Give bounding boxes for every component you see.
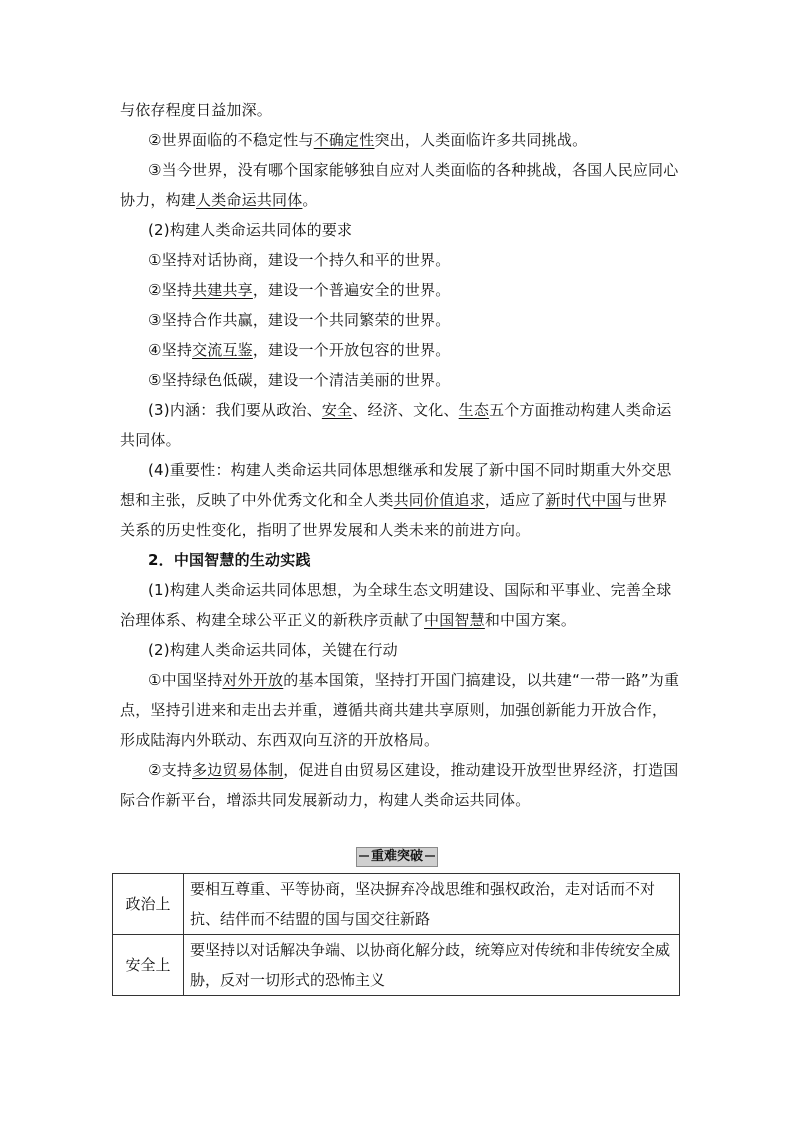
text-run: ④坚持 bbox=[148, 341, 193, 359]
text-run: ①坚持对话协商，建设一个持久和平的世界。 bbox=[148, 251, 451, 269]
table-row-body: 要坚持以对话解决争端、以协商化解分歧，统筹应对传统和非传统安全威胁，反对一切形式的恐怖主义 bbox=[184, 935, 680, 996]
text-run: ②世界面临的不稳定性与 bbox=[148, 131, 314, 149]
underlined-term: 不确定性 bbox=[313, 131, 375, 149]
text-run: (2)构建人类命运共同体的要求 bbox=[148, 221, 353, 239]
key-points-table bbox=[112, 873, 680, 996]
paragraph bbox=[120, 455, 680, 545]
document-body bbox=[120, 95, 680, 815]
paragraph bbox=[120, 365, 680, 395]
text-run: ②坚持 bbox=[148, 281, 193, 299]
paragraph bbox=[120, 395, 680, 455]
underlined-term: 安全 bbox=[321, 401, 353, 419]
text-run: ①中国坚持 bbox=[148, 671, 223, 689]
text-run: ，建设一个普遍安全的世界。 bbox=[252, 281, 451, 299]
text-run: 。 bbox=[302, 191, 318, 209]
table-row-body: 要相互尊重、平等协商，坚决摒弃冷战思维和强权政治，走对话而不对抗、结伴而不结盟的国与国交往新路 bbox=[184, 874, 680, 935]
table-row-head: 政治上 bbox=[113, 874, 184, 935]
paragraph bbox=[120, 635, 680, 665]
text-run: ，适应了 bbox=[484, 491, 546, 509]
underlined-term: 新时代中国 bbox=[545, 491, 622, 509]
text-run: (1)构建人类命运共同体思想，为全球生态文明建设、国际和平事业、完善全球治理体系、构建全球公平正义的新秩序贡献了 bbox=[120, 581, 672, 629]
text-run: 突出，人类面临许多共同挑战。 bbox=[374, 131, 588, 149]
section-banner: 重难突破 bbox=[356, 847, 438, 867]
paragraph bbox=[120, 275, 680, 305]
paragraph bbox=[120, 545, 680, 575]
text-run: ⑤坚持绿色低碳，建设一个清洁美丽的世界。 bbox=[148, 371, 451, 389]
paragraph bbox=[120, 95, 680, 125]
underlined-term: 共建共享 bbox=[192, 281, 253, 299]
paragraph bbox=[120, 305, 680, 335]
paragraph bbox=[120, 245, 680, 275]
text-run: ③当今世界，没有哪个国家能够独自应对人类面临的各种挑战，各国人民应同心协力，构建 bbox=[120, 161, 679, 209]
text-run: 五个方面推动构建人类命运共同体。 bbox=[120, 401, 672, 449]
text-run: ，促进自由贸易区建设，推动建设开放型世界经济，打造国际合作新平台，增添共同发展新动力，构建人类命运共同体。 bbox=[120, 761, 679, 809]
underlined-term: 交流互鉴 bbox=[192, 341, 253, 359]
text-run: 、经济、文化、 bbox=[352, 401, 459, 419]
section-banner-wrap bbox=[0, 845, 794, 867]
text-run: 2．中国智慧的生动实践 bbox=[148, 551, 311, 569]
underlined-term: 生态 bbox=[458, 401, 490, 419]
text-run: (3)内涵：我们要从政治、 bbox=[148, 401, 322, 419]
paragraph bbox=[120, 665, 680, 755]
table-row-head: 安全上 bbox=[113, 935, 184, 996]
paragraph bbox=[120, 755, 680, 815]
text-run: 与依存程度日益加深。 bbox=[120, 101, 273, 119]
table-row bbox=[113, 935, 680, 996]
underlined-term: 对外开放 bbox=[222, 671, 284, 689]
text-run: 的基本国策，坚持打开国门搞建设，以共建“一带一路”为重点，坚持引进来和走出去并重，遵循共商共建共享原则，加强创新能力开放合作，形成陆海内外联动、东西双向互济的开放格局。 bbox=[120, 671, 680, 749]
text-run: ②支持 bbox=[148, 761, 193, 779]
underlined-term: 中国智慧 bbox=[424, 611, 485, 629]
paragraph bbox=[120, 125, 680, 155]
text-run: (4)重要性：构建人类命运共同体思想继承和发展了新中国不同时期重大外交思想和主张，反映了中外优秀文化和全人类 bbox=[120, 461, 672, 509]
text-run: 与世界关系的历史性变化，指明了世界发展和人类未来的前进方向。 bbox=[120, 491, 668, 539]
text-run: 和中国方案。 bbox=[484, 611, 577, 629]
underlined-term: 多边贸易体制 bbox=[192, 761, 284, 779]
underlined-term: 人类命运共同体 bbox=[196, 191, 303, 209]
paragraph bbox=[120, 575, 680, 635]
underlined-term: 共同价值追求 bbox=[393, 491, 485, 509]
text-run: ，建设一个开放包容的世界。 bbox=[252, 341, 451, 359]
text-run: (2)构建人类命运共同体，关键在行动 bbox=[148, 641, 398, 659]
paragraph bbox=[120, 155, 680, 215]
text-run: ③坚持合作共赢，建设一个共同繁荣的世界。 bbox=[148, 311, 451, 329]
paragraph bbox=[120, 215, 680, 245]
table-row bbox=[113, 874, 680, 935]
paragraph bbox=[120, 335, 680, 365]
